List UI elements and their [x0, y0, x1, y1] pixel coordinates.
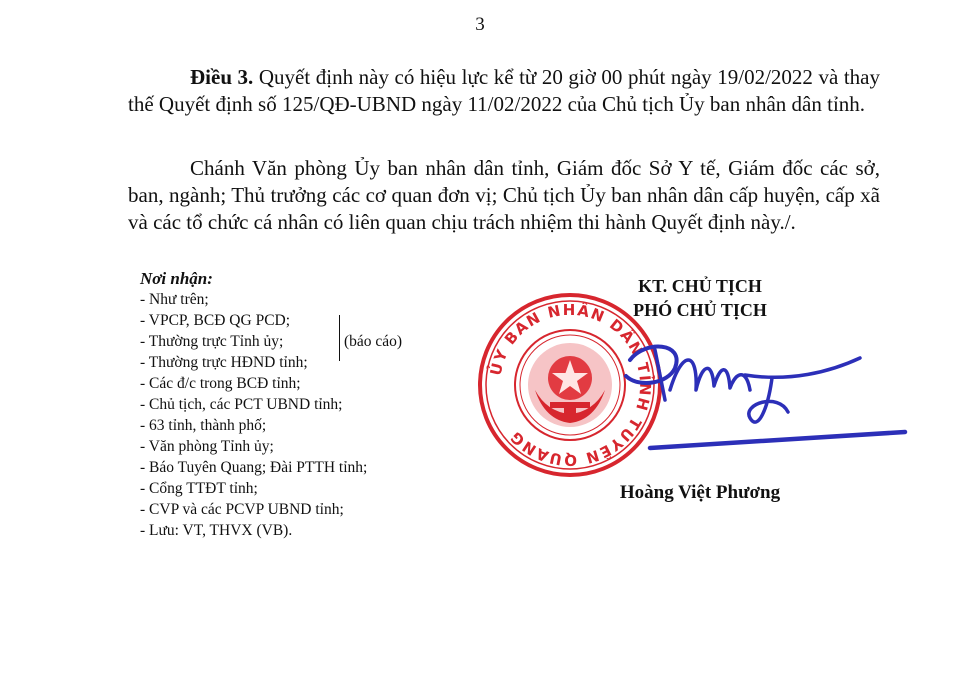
signer-title-line2: PHÓ CHỦ TỊCH	[633, 300, 767, 320]
recipient-item: - CVP và các PCVP UBND tỉnh;	[140, 501, 344, 518]
seal-text-path: ỦY BAN NHÂN DÂN TỈNH TUYÊN QUANG	[486, 300, 655, 470]
article-label: Điều 3.	[190, 65, 254, 89]
signer-name: Hoàng Việt Phương	[619, 482, 781, 503]
recipient-item: - Báo Tuyên Quang; Đài PTTH tỉnh;	[140, 459, 368, 476]
responsibility-text: Chánh Văn phòng Ủy ban nhân dân tỉnh, Giám đốc Sở Y tế, Giám đốc các sở, ban, ngành; Thủ trưởng các cơ quan đơn vị; Chủ tịch Ủy ban nhân dân cấp huyện, cấp xã và các tổ chức cá nhân có liên quan chịu trách nhiệm thi hành Quyết định này./.	[128, 156, 880, 234]
recipient-item: - Thường trực Tỉnh ủy;	[140, 333, 284, 350]
recipient-item: - Văn phòng Tỉnh ủy;	[140, 438, 274, 455]
recipient-item: - Thường trực HĐND tỉnh;	[140, 354, 308, 371]
recipient-item: - VPCP, BCĐ QG PCD;	[140, 312, 291, 329]
page-number: 3	[475, 14, 485, 35]
recipients-title: Nơi nhận:	[140, 269, 213, 288]
handwritten-signature	[600, 320, 920, 460]
report-bracket	[339, 315, 340, 361]
recipients-list	[140, 289, 440, 541]
responsibility-paragraph	[128, 155, 880, 236]
signer-title-line1: KT. CHỦ TỊCH	[638, 276, 762, 296]
recipient-item: - Chủ tịch, các PCT UBND tỉnh;	[140, 396, 343, 413]
article-text: Quyết định này có hiệu lực kể từ 20 giờ 00 phút ngày 19/02/2022 và thay thế Quyết định số 125/QĐ-UBND ngày 11/02/2022 của Chủ tịch Ủy ban nhân dân tỉnh.	[128, 65, 880, 116]
recipient-item: - 63 tỉnh, thành phố;	[140, 417, 267, 434]
report-note: (báo cáo)	[344, 333, 403, 350]
recipient-item: - Như trên;	[140, 291, 209, 308]
article-3-paragraph	[128, 64, 880, 118]
recipient-item: - Cổng TTĐT tỉnh;	[140, 480, 258, 497]
recipients-block	[140, 268, 440, 541]
recipient-item: - Các đ/c trong BCĐ tỉnh;	[140, 375, 301, 392]
recipient-item: - Lưu: VT, THVX (VB).	[140, 522, 293, 539]
